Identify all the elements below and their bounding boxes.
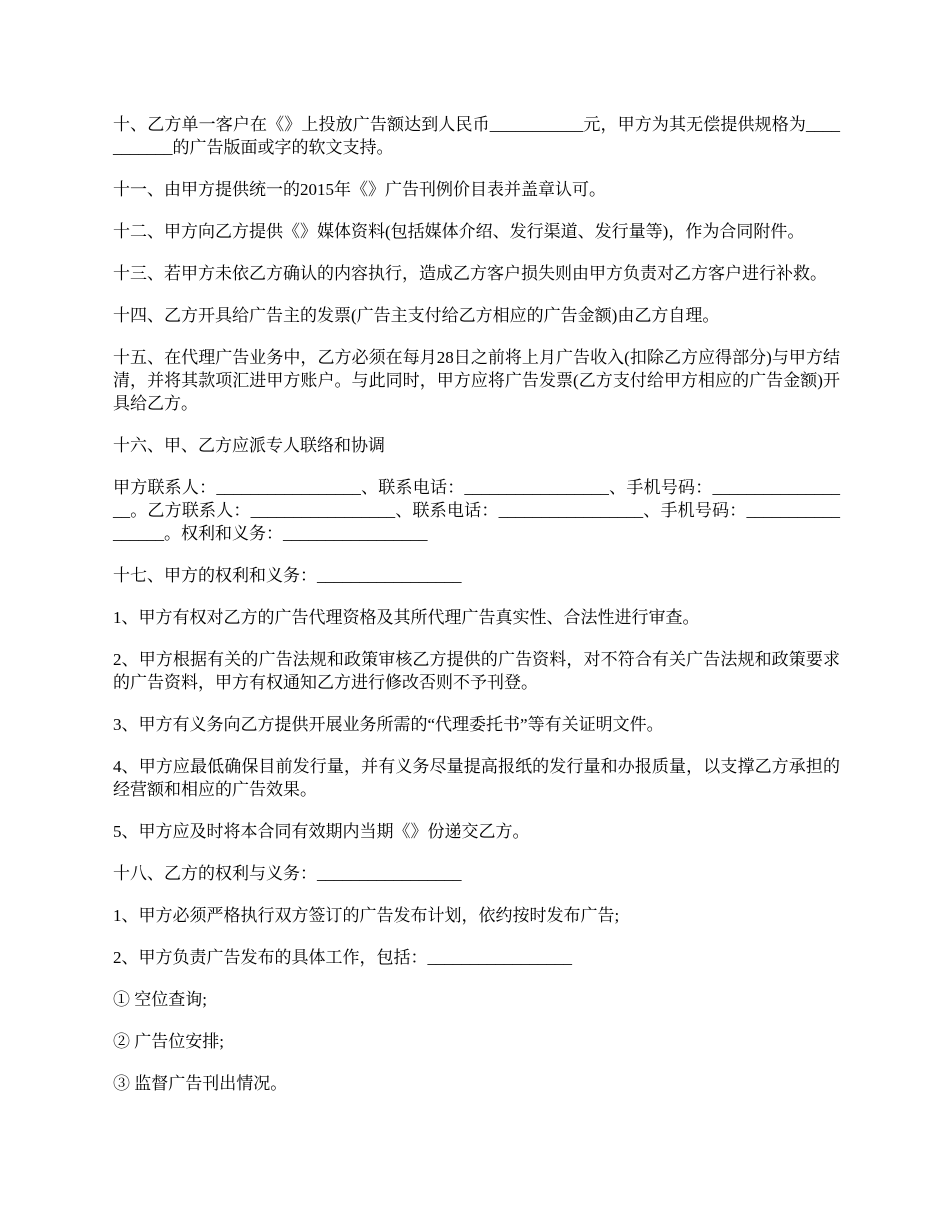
clause-12: 十二、甲方向乙方提供《》媒体资料(包括媒体介绍、发行渠道、发行量等)，作为合同附件。 xyxy=(113,222,805,241)
clause-18-item-2: 2、甲方负责广告发布的具体工作，包括：_________________ xyxy=(113,948,572,967)
clause-15: 十五、在代理广告业务中，乙方必须在每月28日之前将上月广告收入(扣除乙方应得部分)与甲方结清，并将其款项汇进甲方账户。与此同时，甲方应将广告发票(乙方支付给甲方相应的广告金额)开具给乙方。 xyxy=(113,348,840,413)
clause-17-item-2: 2、甲方根据有关的广告法规和政策审核乙方提供的广告资料，对不符合有关广告法规和政策要求的广告资料，甲方有权通知乙方进行修改否则不予刊登。 xyxy=(113,650,840,692)
clause-18: 十八、乙方的权利与义务：_________________ xyxy=(113,864,462,883)
clause-17: 十七、甲方的权利和义务：_________________ xyxy=(113,566,462,585)
clause-16: 十六、甲、乙方应派专人联络和协调 xyxy=(113,436,385,455)
contact-info: 甲方联系人：_________________、联系电话：_________________、手机号码：_________________。乙方联系人：_________________、联系电话：_________________、手机号码：_________________。权利和义务：_________________ xyxy=(113,478,840,543)
clause-11: 十一、由甲方提供统一的2015年《》广告刊例价目表并盖章认可。 xyxy=(113,180,606,199)
clause-17-item-1: 1、甲方有权对乙方的广告代理资格及其所代理广告真实性、合法性进行审查。 xyxy=(113,608,700,627)
sub-item-3: ③ 监督广告刊出情况。 xyxy=(113,1074,288,1093)
clause-18-item-1: 1、甲方必须严格执行双方签订的广告发布计划，依约按时发布广告; xyxy=(113,906,620,925)
clause-17-item-3: 3、甲方有义务向乙方提供开展业务所需的“代理委托书”等有关证明文件。 xyxy=(113,715,664,734)
clause-13: 十三、若甲方未依乙方确认的内容执行，造成乙方客户损失则由甲方负责对乙方客户进行补救。 xyxy=(113,264,827,283)
clause-17-item-4: 4、甲方应最低确保目前发行量，并有义务尽量提高报纸的发行量和办报质量，以支撑乙方承担的经营额和相应的广告效果。 xyxy=(113,757,840,799)
clause-14: 十四、乙方开具给广告主的发票(广告主支付给乙方相应的广告金额)由乙方自理。 xyxy=(113,306,720,325)
sub-item-2: ② 广告位安排; xyxy=(113,1032,224,1051)
clause-10: 十、乙方单一客户在《》上投放广告额达到人民币___________元，甲方为其无偿提供规格为___________的广告版面或字的软文支持。 xyxy=(113,115,840,157)
clause-17-item-5: 5、甲方应及时将本合同有效期内当期《》份递交乙方。 xyxy=(113,822,530,841)
sub-item-1: ① 空位查询; xyxy=(113,990,207,1009)
